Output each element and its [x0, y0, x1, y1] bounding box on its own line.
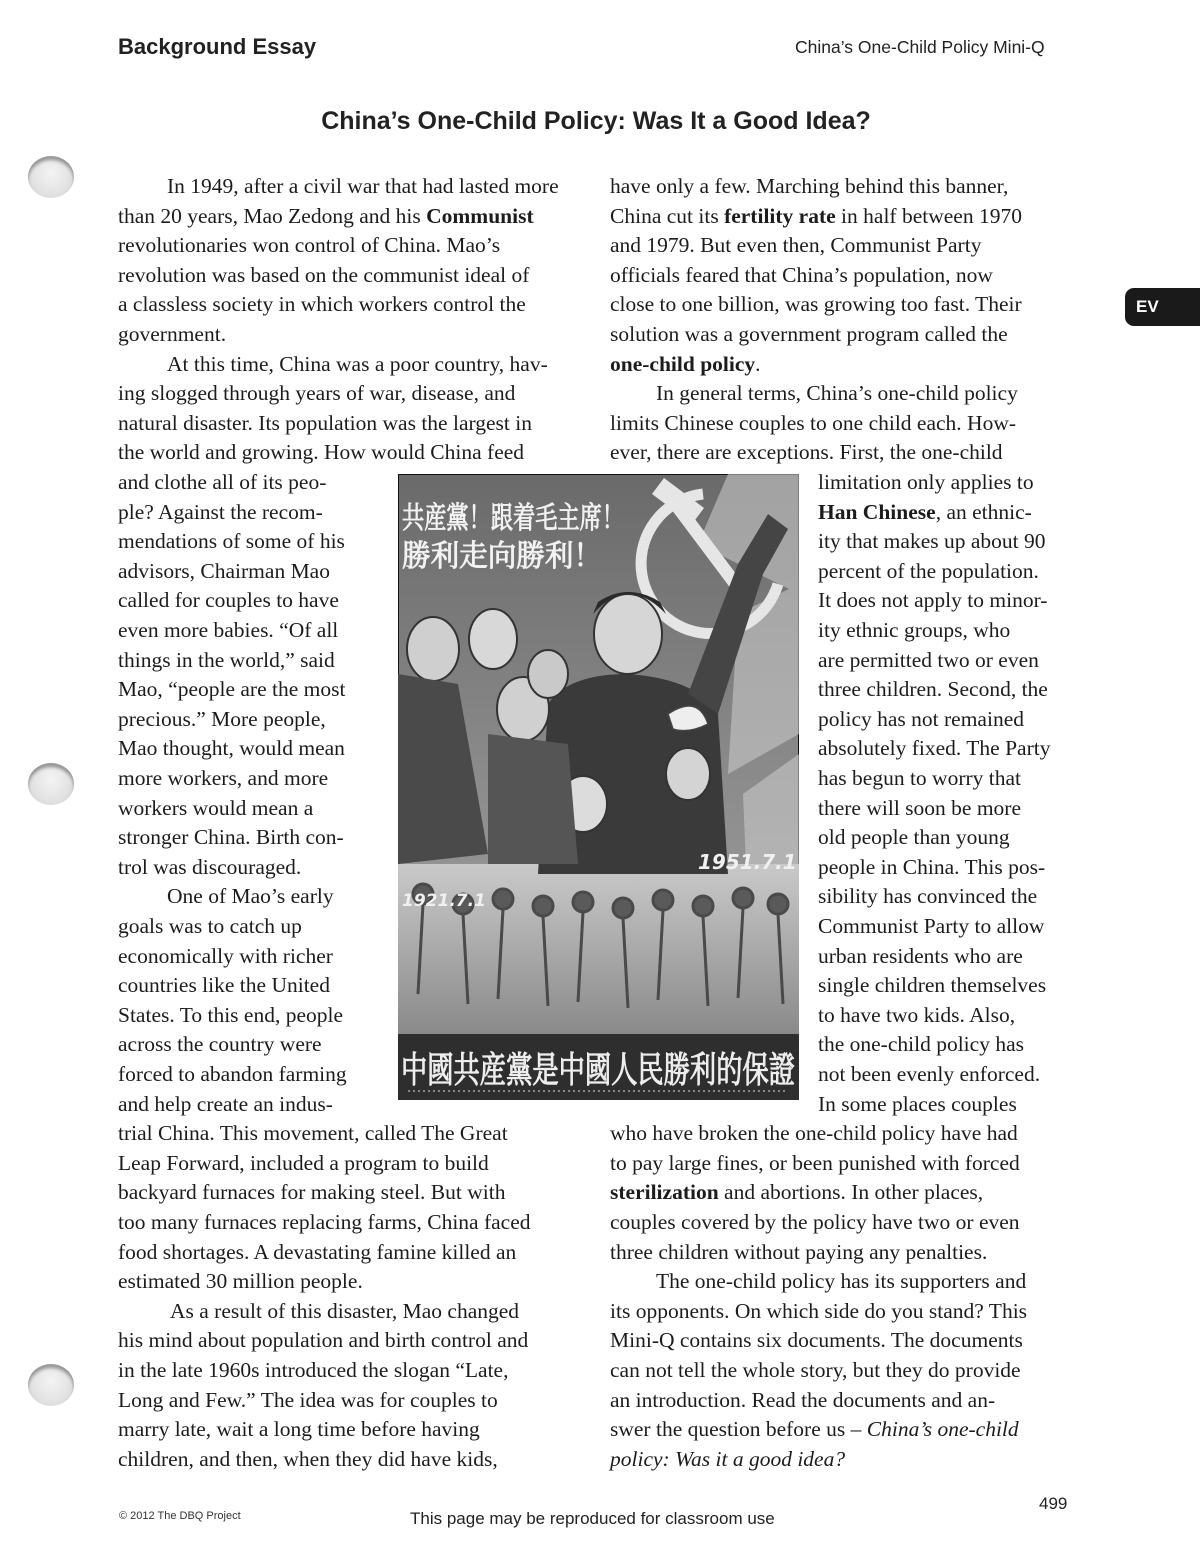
text-run: sibility has convinced the — [818, 884, 1038, 909]
text-run: In some places couples — [818, 1091, 1017, 1116]
text-run: limits Chinese couples to one child each. How- — [610, 410, 1017, 435]
text-run: Mao, “people are the most — [118, 677, 346, 702]
text-run: the world and growing. How would China feed — [118, 440, 525, 465]
text-line — [818, 823, 1010, 853]
text-run: Mao thought, would mean — [118, 736, 345, 761]
text-run: in the late 1960s introduced the slogan “Late, — [118, 1358, 509, 1382]
text-line — [118, 438, 524, 468]
text-run: Leap Forward, included a program to build — [118, 1150, 489, 1175]
text-run: to have two kids. Also, — [818, 1002, 1016, 1027]
text-line — [818, 734, 1050, 764]
text-run: close to one billion, was growing too fast. Their — [610, 292, 1022, 317]
text-run: and help create an indus- — [118, 1091, 333, 1116]
text-run: too many furnaces replacing farms, China faced — [118, 1210, 531, 1234]
text-line — [118, 1415, 480, 1445]
text-run: trol was discouraged. — [118, 854, 302, 879]
text-run: have only a few. Marching behind this banner, — [610, 174, 1009, 198]
text-line — [118, 1386, 498, 1416]
text-line — [818, 498, 1032, 528]
italic-phrase: China’s one-child — [866, 1417, 1019, 1442]
text-line — [167, 172, 559, 202]
text-run: are permitted two or even — [818, 647, 1039, 672]
text-run: couples covered by the policy have two or even — [610, 1210, 1020, 1234]
text-run: a classless society in which workers control the — [118, 292, 526, 317]
text-line — [610, 438, 1003, 468]
text-line — [118, 1030, 322, 1060]
section-label: Background Essay — [118, 34, 317, 59]
text-line — [610, 202, 1022, 232]
text-run: called for couples to have — [118, 588, 339, 613]
text-run: , an ethnic- — [935, 499, 1032, 524]
text-line — [818, 764, 1021, 794]
text-run: its opponents. On which side do you stand? This — [610, 1298, 1028, 1323]
text-line — [118, 1445, 498, 1475]
text-line — [118, 1208, 531, 1238]
text-run: States. To this end, people — [118, 1002, 344, 1027]
text-run: and abortions. In other places, — [718, 1180, 984, 1205]
text-line — [118, 586, 339, 616]
text-run: natural disaster. Its population was the largest in — [118, 410, 532, 435]
text-line — [118, 1238, 516, 1268]
bold-term: fertility rate — [724, 203, 836, 228]
text-line — [118, 1090, 333, 1120]
text-run: and 1979. But even then, Communist Party — [610, 233, 982, 258]
text-run: Long and Few.” The idea was for couples to — [118, 1387, 498, 1412]
text-line — [118, 912, 302, 942]
text-run: Mini-Q contains six documents. The documents — [610, 1328, 1023, 1353]
text-line — [118, 1149, 489, 1179]
text-line — [818, 1090, 1017, 1120]
reproduction-notice: This page may be reproduced for classroom use — [410, 1509, 775, 1528]
text-line — [610, 231, 981, 261]
text-line — [818, 468, 1034, 498]
text-line — [118, 320, 226, 350]
text-run: mendations of some of his — [118, 529, 345, 554]
text-run: solution was a government program called the — [610, 322, 1008, 346]
text-line — [118, 231, 500, 261]
hole-punch — [28, 156, 74, 198]
text-line — [818, 1001, 1015, 1031]
text-line — [118, 794, 313, 824]
text-run: things in the world,” said — [118, 647, 335, 672]
copyright-notice: © 2012 The DBQ Project — [119, 1510, 241, 1522]
text-run: in half between 1970 — [835, 203, 1022, 228]
text-line — [118, 379, 515, 409]
text-run: swer the question before us – — [610, 1417, 867, 1442]
text-run: advisors, Chairman Mao — [118, 558, 330, 583]
text-run: marry late, wait a long time before having — [118, 1417, 480, 1442]
text-line — [118, 468, 326, 498]
text-line — [818, 971, 1046, 1001]
page-number: 499 — [1039, 1494, 1068, 1513]
text-run: absolutely fixed. The Party — [818, 736, 1051, 761]
text-run: children, and then, when they did have kids, — [118, 1446, 498, 1471]
text-line — [118, 1267, 363, 1297]
text-run: ing slogged through years of war, disease, and — [118, 381, 516, 406]
text-line — [818, 794, 1021, 824]
text-line — [610, 1149, 1020, 1179]
text-line — [167, 882, 334, 912]
text-line — [610, 350, 761, 380]
italic-phrase: policy: Was it a good idea? — [610, 1446, 846, 1471]
text-line — [118, 764, 328, 794]
text-line — [118, 1060, 347, 1090]
text-line — [118, 290, 526, 320]
text-run: goals was to catch up — [118, 914, 302, 938]
text-run: limitation only applies to — [818, 470, 1034, 494]
text-line — [818, 705, 1024, 735]
text-line — [610, 1119, 1018, 1149]
text-run: has begun to worry that — [818, 766, 1022, 790]
text-line — [818, 646, 1039, 676]
unit-title: China’s One-Child Policy Mini-Q — [795, 37, 1045, 57]
text-line — [118, 853, 301, 883]
text-line — [818, 527, 1046, 557]
text-line — [656, 379, 1018, 409]
text-run: The one-child policy has its supporters and — [656, 1269, 1027, 1294]
text-run: policy has not remained — [818, 706, 1024, 731]
bold-term: Communist — [426, 203, 534, 228]
text-line — [818, 942, 1023, 972]
text-run: not been evenly enforced. — [818, 1062, 1041, 1086]
text-run: people in China. This pos- — [818, 854, 1046, 879]
text-line — [610, 1178, 983, 1208]
text-line — [118, 1001, 343, 1031]
text-line — [118, 1178, 505, 1208]
text-line — [118, 557, 330, 587]
text-run: percent of the population. — [818, 558, 1039, 583]
text-line — [118, 1356, 508, 1386]
text-run: At this time, China was a poor country, hav- — [167, 351, 548, 376]
text-run: who have broken the one-child policy have had — [610, 1121, 1018, 1146]
text-line — [118, 498, 323, 528]
text-line — [610, 1208, 1020, 1238]
text-line — [118, 942, 333, 972]
text-line — [818, 586, 1047, 616]
text-run: trial China. This movement, called The Great — [118, 1121, 508, 1146]
text-run: government. — [118, 322, 227, 346]
bold-term: sterilization — [610, 1180, 719, 1205]
text-run: than 20 years, Mao Zedong and his — [118, 203, 427, 228]
text-run: . — [755, 351, 761, 376]
text-run: countries like the United — [118, 973, 330, 998]
text-run: Communist Party to allow — [818, 914, 1045, 938]
text-run: to pay large fines, or been punished with forced — [610, 1150, 1020, 1175]
text-line — [818, 912, 1044, 942]
text-run: more workers, and more — [118, 766, 329, 790]
hole-punch — [28, 763, 74, 805]
text-run: across the country were — [118, 1032, 322, 1057]
text-line — [118, 1119, 508, 1149]
text-line — [610, 1297, 1027, 1327]
text-line — [118, 971, 330, 1001]
text-line — [118, 675, 345, 705]
text-line — [610, 290, 1022, 320]
text-line — [118, 261, 529, 291]
bold-term: one-child policy — [610, 351, 756, 376]
text-line — [610, 320, 1008, 350]
text-line — [656, 1267, 1026, 1297]
text-run: forced to abandon farming — [118, 1062, 347, 1086]
text-line — [610, 409, 1016, 439]
text-line — [118, 646, 335, 676]
text-run: revolutionaries won control of China. Mao’s — [118, 233, 501, 258]
text-run: and clothe all of its peo- — [118, 470, 327, 494]
text-line — [118, 202, 534, 232]
text-run: In 1949, after a civil war that had lasted more — [167, 174, 559, 198]
text-line — [118, 409, 532, 439]
text-run: ity that makes up about 90 — [818, 529, 1046, 554]
text-line — [610, 1445, 845, 1475]
text-line — [170, 1297, 519, 1327]
text-line — [818, 557, 1039, 587]
text-line — [818, 1060, 1040, 1090]
poster-slogan-second: 勝利走向勝利！ — [402, 539, 602, 574]
text-run: precious.” More people, — [118, 706, 326, 731]
text-run: It does not apply to minor- — [818, 588, 1048, 613]
text-run: One of Mao’s early — [167, 884, 334, 909]
text-line — [118, 616, 338, 646]
text-run: revolution was based on the communist ideal of — [118, 262, 530, 287]
text-run: ever, there are exceptions. First, the one-child — [610, 440, 1003, 465]
text-line — [610, 1326, 1023, 1356]
poster-slogan-top: 共産黨！跟着毛主席！ — [402, 501, 624, 536]
text-line — [610, 1386, 995, 1416]
text-line — [610, 261, 993, 291]
hole-punch — [28, 1364, 74, 1406]
text-run: ity ethnic groups, who — [818, 618, 1011, 642]
text-line — [118, 705, 326, 735]
poster-date-left: 1921.7.1 — [402, 891, 486, 911]
text-run: his mind about population and birth control and — [118, 1328, 529, 1353]
text-line — [610, 172, 1008, 202]
text-run: In general terms, China’s one-child policy — [656, 381, 1018, 406]
text-line — [818, 1030, 1024, 1060]
text-run: workers would mean a — [118, 795, 314, 820]
poster-bottom-banner: 中國共産黨是中國人民勝利的保證 — [401, 1050, 795, 1091]
bold-term: Han Chinese — [818, 499, 936, 524]
text-line — [610, 1356, 1021, 1386]
text-line — [818, 853, 1045, 883]
poster-date-right: 1951.7.1 — [698, 850, 797, 874]
text-run: China cut its — [610, 203, 725, 228]
text-run: three children. Second, the — [818, 677, 1048, 702]
text-run: stronger China. Birth con- — [118, 825, 344, 850]
text-run: an introduction. Read the documents and an- — [610, 1387, 996, 1412]
text-run: even more babies. “Of all — [118, 618, 339, 642]
text-run: estimated 30 million people. — [118, 1269, 363, 1294]
text-run: As a result of this disaster, Mao changed — [170, 1298, 520, 1323]
text-line — [818, 882, 1037, 912]
text-line — [118, 734, 345, 764]
text-run: old people than young — [818, 825, 1010, 850]
propaganda-poster — [398, 474, 799, 1100]
text-run: single children themselves — [818, 973, 1047, 998]
text-run: officials feared that China’s population, now — [610, 262, 993, 287]
text-line — [610, 1415, 1019, 1445]
text-run: backyard furnaces for making steel. But with — [118, 1180, 506, 1205]
text-run: urban residents who are — [818, 943, 1023, 968]
ev-tab: EV — [1125, 288, 1200, 326]
text-line — [118, 823, 344, 853]
text-line — [818, 675, 1048, 705]
text-line — [167, 350, 548, 380]
text-line — [610, 1238, 987, 1268]
text-run: food shortages. A devastating famine killed an — [118, 1239, 517, 1264]
text-line — [118, 1326, 528, 1356]
text-run: there will soon be more — [818, 795, 1022, 820]
text-run: economically with richer — [118, 943, 333, 968]
text-line — [118, 527, 345, 557]
text-line — [818, 616, 1010, 646]
text-run: three children without paying any penalties. — [610, 1239, 988, 1264]
text-run: ple? Against the recom- — [118, 499, 323, 524]
text-run: the one-child policy has — [818, 1032, 1024, 1057]
text-run: can not tell the whole story, but they do provide — [610, 1358, 1021, 1382]
page-title: China’s One-Child Policy: Was It a Good Idea? — [321, 107, 871, 135]
